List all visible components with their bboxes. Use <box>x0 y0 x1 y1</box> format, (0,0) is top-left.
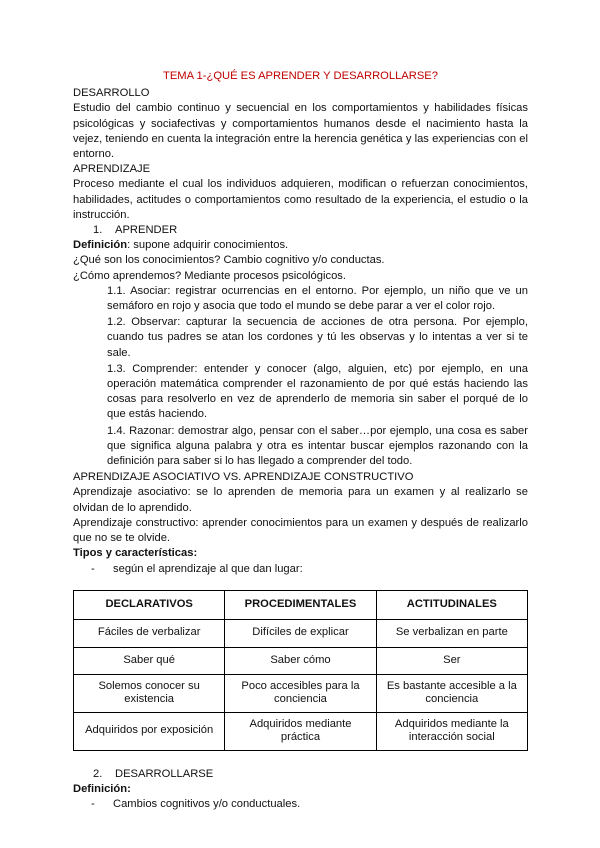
section2-bullet <box>73 797 528 812</box>
table-row <box>74 674 528 712</box>
subitem-observar: 1.2. Observar: capturar la secuencia de acciones de otra persona. Por ejemplo, cuando tus padres se atan los cordones y tú les observas y lo intentas a ver si te sale. <box>107 316 528 359</box>
tipos-bullet <box>73 562 528 577</box>
section1-title: APRENDER <box>115 224 178 237</box>
spacer <box>73 751 528 767</box>
tipos-table <box>73 590 528 751</box>
section2-title: DESARROLLARSE <box>115 767 214 780</box>
desarrollo-heading: DESARROLLO <box>73 87 150 100</box>
table-row <box>74 619 528 647</box>
section2-heading <box>73 767 528 782</box>
table-header: PROCEDIMENTALES <box>225 590 376 619</box>
bullet-dash: - <box>91 798 95 811</box>
table-cell: Difíciles de explicar <box>225 619 376 647</box>
section1-question-2: ¿Cómo aprendemos? Mediante procesos psicológicos. <box>73 269 346 282</box>
table-row <box>74 712 528 750</box>
table-cell: Solemos conocer su existencia <box>74 674 225 712</box>
table-cell: Poco accesibles para la conciencia <box>225 674 376 712</box>
table-cell: Ser <box>376 647 527 674</box>
section1-def-text: : supone adquirir conocimientos. <box>127 239 289 252</box>
section1-question-1: ¿Qué son los conocimientos? Cambio cognitivo y/o conductas. <box>73 254 385 267</box>
bullet-dash: - <box>91 562 95 575</box>
section2-definition <box>73 782 528 797</box>
subitem-razonar: 1.4. Razonar: demostrar algo, pensar con el saber…por ejemplo, una cosa es saber que significa alguna palabra y otra es intentar buscar ejemplos razonando con la definición para saber si lo has llegado a comprender del todo. <box>107 424 528 468</box>
table-cell: Se verbalizan en parte <box>376 619 527 647</box>
asociativo-heading: APRENDIZAJE ASOCIATIVO VS. APRENDIZAJE CONSTRUCTIVO <box>73 471 414 484</box>
table-row <box>74 647 528 674</box>
aprendizaje-text: Proceso mediante el cual los individuos adquieren, modifican o refuerzan conocimientos, habilidades, actitudes o comportamientos como resultado de la experiencia, el estudio o la instrucción. <box>73 178 528 221</box>
table-cell: Saber cómo <box>225 647 376 674</box>
tipos-heading-label: Tipos y características: <box>73 547 198 560</box>
table-header: DECLARATIVOS <box>74 590 225 619</box>
table-cell: Adquiridos mediante práctica <box>225 712 376 750</box>
section2-number: 2. <box>93 767 103 780</box>
document-title: TEMA 1-¿QUÉ ES APRENDER Y DESARROLLARSE? <box>162 70 438 82</box>
table-cell: Fáciles de verbalizar <box>74 619 225 647</box>
section1-def-label: Definición <box>73 239 128 252</box>
table-cell: Es bastante accesible a la conciencia <box>376 674 527 712</box>
tipos-heading <box>73 546 528 561</box>
tipos-bullet-text: según el aprendizaje al que dan lugar: <box>113 562 303 575</box>
desarrollo-text: Estudio del cambio continuo y secuencial en los comportamientos y habilidades físicas psicológicas y sociafectivas y comportamientos humanos desde el nacimiento hasta la vejez, teniendo en cuenta la integración entre la herencia genética y las experiencias con el entorno. <box>73 102 528 161</box>
aprendizaje-heading: APRENDIZAJE <box>73 163 151 176</box>
asociativo-text: Aprendizaje asociativo: se lo aprenden de memoria para un examen y al realizarlo se olvidan de lo aprendido. <box>73 486 528 514</box>
section1-number: 1. <box>93 224 103 237</box>
table-header: ACTITUDINALES <box>376 590 527 619</box>
section1-heading <box>73 223 528 238</box>
section2-bullet-text: Cambios cognitivos y/o conductuales. <box>113 798 301 811</box>
constructivo-text: Aprendizaje constructivo: aprender conocimientos para un examen y después de realizarlo que no se te olvide. <box>73 516 528 545</box>
table-cell: Adquiridos por exposición <box>74 712 225 750</box>
table-header-row <box>74 590 528 619</box>
table-cell: Saber qué <box>74 647 225 674</box>
subitem-comprender: 1.3. Comprender: entender y conocer (algo, alguien, etc) por ejemplo, en una operación matemática comprender el razonamiento de por qué estás haciendo las cosas para resolverlo en vez de aprenderlo de memoria sin saber el porqué de lo que estás haciendo. <box>107 362 528 421</box>
subitem-asociar: 1.1. Asociar: registrar ocurrencias en el entorno. Por ejemplo, un niño que ve un semáforo en rojo y asocia que todo el mundo se debe parar a ver el color rojo. <box>107 284 528 313</box>
section1-definition <box>73 238 528 253</box>
document-page <box>73 69 528 812</box>
section2-def-label: Definición: <box>73 782 131 795</box>
table-cell: Adquiridos mediante la interacción social <box>376 712 527 750</box>
